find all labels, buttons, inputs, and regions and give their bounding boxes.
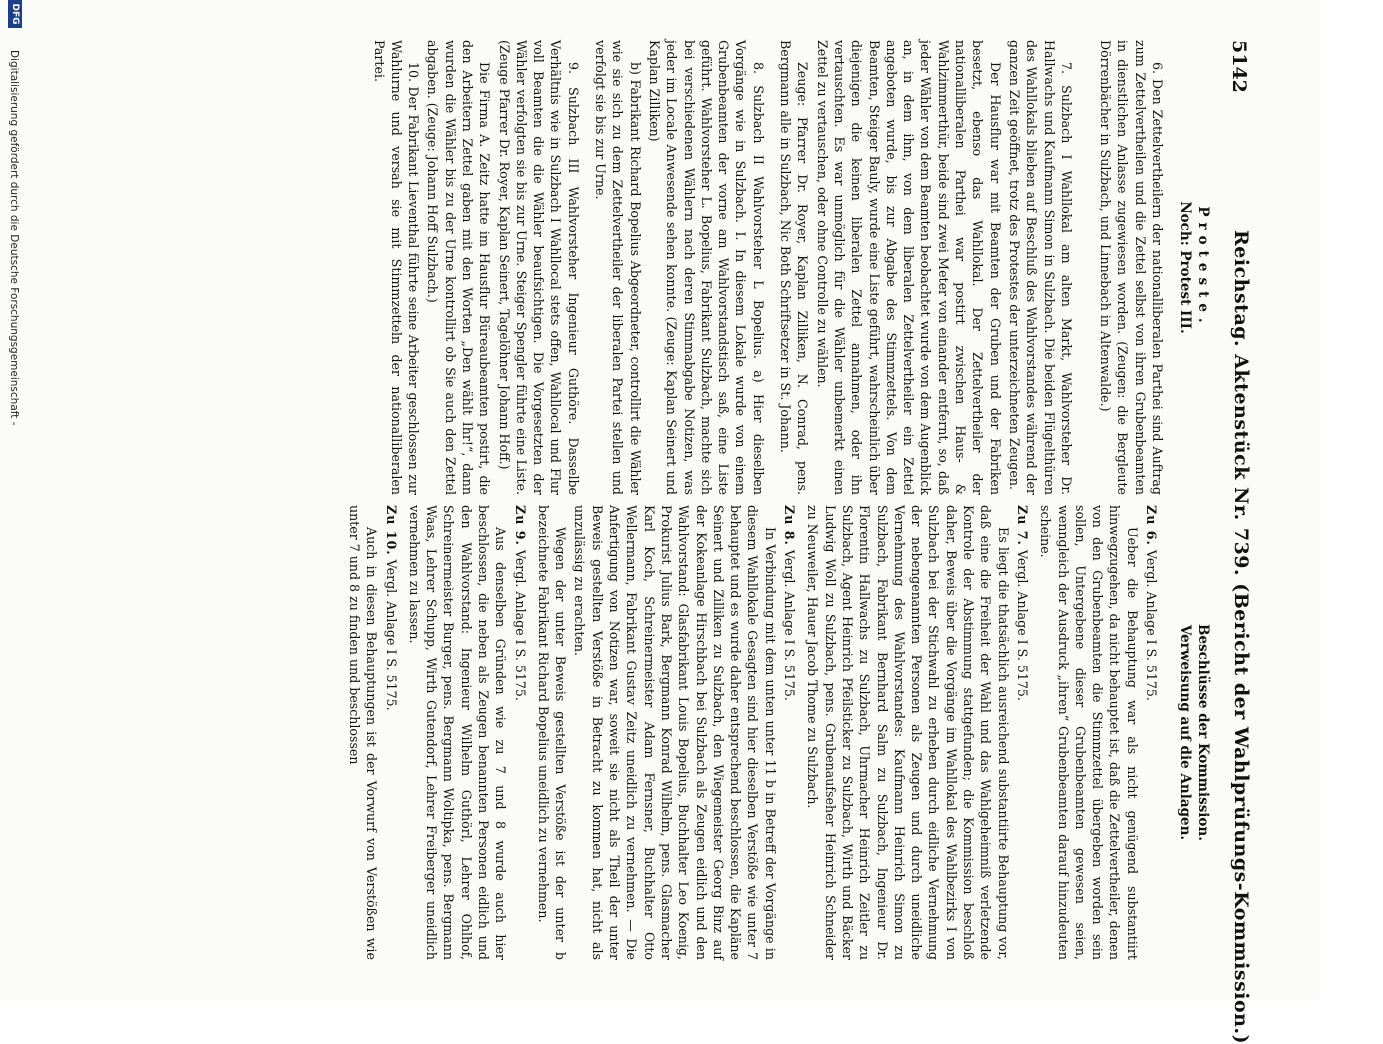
protests-subheading: Noch: Protest III.	[1177, 201, 1193, 334]
protest-paragraph: 6. Den Zettelvertheilern der nationalliberalen Parthei sind Auftrag zum Zettelvertheilen und die Zettel selbst von ihren Grubenbeamten in dienstlichen Anlasse zugewiesen worden. (Zeugen: die Bergleute Dörrenbächer in Sulzbach, und Linnebach in Altenwalde.)	[1098, 40, 1165, 495]
decision-reference: Vergl. Anlage I S. 5175.	[1014, 549, 1030, 701]
page-header	[1222, 40, 1252, 1044]
decision-text: Ueber die Behauptung war als nicht genügend substantiirt hinwegzugehen, da nicht behauptet ist, daß die Zettelvertheiler, denen von den Grubenbeamten die Stimmzettel übergeben worden sein sollen, Untergebene dieser Grubenbeamten gewesen seien, wenngleich der Ausdruck „ihren“ Grubenbeamten darauf hinzudeuten scheine.	[1038, 505, 1140, 960]
protest-paragraph: Die Firma A. Zeitz hatte im Hausflur Büreaubeamten postirt, die den Arbeitern Zettel gaben mit den Worten „Den wählt Ihr!“, dann wurden die Wähler bis zu der Urne kontrollirt ob Sie auch den Zettel abgaben. (Zeuge: Johann Hoff Sulzbach.)	[425, 40, 493, 495]
decision-section	[781, 505, 798, 960]
protest-paragraph: 10. Der Fabrikant Lieventhal führte seine Arbeiter geschlossen zur Wahlurne und versah sie mit Stimmzetteln der nationalliberalen Partei.	[371, 40, 422, 495]
running-title: Reichstag. Aktenstück Nr. 739. (Bericht der Wahlprüfungs-Kommission.)	[1230, 230, 1252, 1044]
protest-paragraph: 7. Sulzbach I Wahllokal am alten Markt, Wahlvorsteher Dr. Hallwachs und Kaufmann Simon in Sulzbach. Die beiden Flügelthüren des Wahllokals blieben auf Beschluß des Wahlvorstandes während der ganzen Zeit geöffnet, trotz des Protestes der unterzeichneten Zeugen.	[1006, 40, 1074, 495]
decisions-column	[346, 505, 1212, 960]
protest-paragraph: Zeuge: Pfarrer Dr. Royer, Kaplan Zilliken, N. Conrad, pens. Bergmann alle in Sulzbach, Nic Both Schriftsetzer in St. Johann.	[778, 40, 811, 495]
decision-section	[382, 505, 399, 960]
protest-paragraph: b) Fabrikant Richard Bopelius Abgeordneter, controllirt die Wähler wie sie sich zu dem Zettelvertheiler der liberalen Partei stellen und verfolgt sie bis zur Urne.	[593, 40, 643, 495]
decision-section	[511, 505, 528, 960]
dfg-logo: DFG	[8, 0, 22, 28]
decision-text: Es liegt die thatsächlich ausreichend substantiirte Behauptung vor, daß eine die Freiheit der Wahl und das Wahlgeheimniß verletzende Kontrole der Abstimmung stattgefunden; die Kommission beschloß daher, Beweis über die Vorgänge im Wahllokal des Wahlbezirks I von Sulzbach bei der Stichwahl zu erheben durch eidliche Vernehmung der nebengenannten Personen als Zeugen und durch uneidliche Vernehmung des Wahlvorstandes: Kaufmann Heinrich Simon zu Sulzbach, Fabrikant Bernhard Salm zu Sulzbach, Ingenieur Dr. Florentin Hallwachs zu Sulzbach, Uhrmacher Heinrich Zeitler zu Sulzbach, Agent Heinrich Pfeilsticker zu Sulzbach, Wirth und Bäcker Ludwig Woll zu Sulzbach, pens. Grubenaufseher Heinrich Schneider zu Neuweiler, Hauer Jacob Thome zu Sulzbach.	[805, 505, 1011, 960]
decision-text: Aus denselben Gründen wie zu 7 und 8 wurde auch hier beschlossen, die neben als Zeugen benannten Personen eidlich und den Wahlvorstand: Ingenieur Wilhelm Guthörl, Lehrer Ohlhof, Schreinermeister Burger, pens. Bergmann Woltipka, pens. Bergmann Waas, Lehrer Schupp, Wirth Gutendorf, Lehrer Freiberger uneidlich vernehmen zu lassen.	[406, 505, 509, 960]
decision-label: Zu 7.	[1014, 505, 1030, 546]
decision-reference: Vergl. Anlage I S. 5175.	[1144, 549, 1159, 701]
protest-paragraph: 9. Sulzbach III Wahlvorsteher Ingenieur Guthöre. Dasselbe Verhältnis wie in Sulzbach I Wahllocal stets offen, Wahllocal und Flur voll Beamten die die Wähler beaufsichtigen. Die Vorgesetzten der Wähler verfolgten sie bis zur Urne. Steiger Spengler führte eine Liste. (Zeuge Pfarrer Dr. Royer, Kaplan Seinert, Tagelöhner Johann Hoff.)	[496, 40, 581, 495]
protests-heading: Proteste.	[1195, 206, 1211, 329]
decision-label: Zu 9.	[512, 505, 528, 546]
decision-text: Wegen der unter Beweis gestellten Verstöße ist der unter b bezeichnete Fabrikant Richard Bopelius uneidlich zu vernehmen.	[535, 505, 569, 960]
decisions-subheading: Verweisung auf die Anlagen.	[1177, 624, 1193, 841]
decision-label: Zu 8.	[782, 505, 798, 546]
decision-section	[1014, 505, 1031, 960]
digitization-credit: Digitalisierung gefördert durch die Deutsche Forschungsgemeinschaft -	[8, 50, 20, 426]
decisions-heading: Beschlüsse der Kommission.	[1195, 624, 1211, 841]
protest-paragraph: 8. Sulzbach II Wahlvorsteher L Bopelius. a) Hier dieselben Vorgänge wie in Sulzbach. I. In diesem Lokale wurde von einem Grubenbeamten der vorne am Wahlvorstandstisch saß, eine Liste geführt. Wahlvorsteher L. Bopelius, Fabrikant Sulzbach, machte sich bei verschiedenen Wählern nach deren Stimmabgabe Notizen, was jeder im Locale Anwesende sehen konnte. (Zeuge: Kaplan Seinert und Kaplan Zilliken)	[646, 40, 766, 495]
decision-reference: Vergl. Anlage I S. 5175.	[512, 549, 528, 701]
decision-text: In Verbindung mit dem unten unter 11 b in Betreff der Vorgänge in diesem Wahllokale Gesagten sind hier dieselben Verstöße wie unter 7 behauptet und es wurde daher entsprechend beschlossen, die Kapläne Seinert und Zilliken zu Sulzbach, den Wiegemeister Georg Binz auf der Kokeanlage Hirschbach bei Sulzbach als Zeugen eidlich und den Wahlvorstand: Glasfabrikant Louis Bopelius, Buchhalter Leo Koenig, Prokurist Julius Bark, Bergmann Konrad Wilhelm, pens. Glasmacher Karl Koch, Schreinermeister Adam Fernsner, Buchhalter Otto Wellermann, Fabrikant Gustav Zeitz uneidlich zu vernehmen. — Die Anfertigung von Notizen war, soweit sie nicht als Theil der unter Beweis gestellten Verstöße in Betracht zu kommen hat, nicht als unzulässig zu erachten.	[572, 505, 778, 960]
decision-text: Auch in diesen Behauptungen ist der Vorwurf von Verstößen wie unter 7 und 8 zu finden und beschlossen	[346, 505, 380, 960]
decision-section	[1143, 505, 1160, 960]
protests-column	[370, 40, 1212, 495]
decision-label: Zu 6.	[1144, 505, 1159, 546]
decision-reference: Vergl. Anlage I S. 5175.	[383, 559, 399, 711]
decision-label: Zu 10.	[383, 505, 399, 556]
page-number: 5142	[1228, 40, 1250, 93]
protest-paragraph: Der Hausflur war mit Beamten der Gruben und der Fabriken besetzt, ebenso das Wahllokal. Der Zettelvertheiler der nationalliberalen Parthei war postirt zwischen Haus- & Wahlzimmerthür, beide sind zwei Meter von einander entfernt, so, daß jeder Wähler von dem Beamten beobachtet wurde von dem Augenblick an, in dem ihm, von dem liberalen Zettelvertheiler ein Zettel angeboten wurde, bis zur Abgabe des Stimmzettels. Von dem Beamten, Steiger Bauly, wurde eine Liste geführt, wahrscheinlich über diejenigen die keinen liberalen Zettel annahmen, oder ihn vertauschten. Es war unmöglich für die Wähler unbemerkt einen Zettel zu vertauschen, oder ohne Controlle zu wählen.	[814, 40, 1003, 495]
decision-reference: Vergl. Anlage I S. 5175.	[782, 549, 798, 701]
